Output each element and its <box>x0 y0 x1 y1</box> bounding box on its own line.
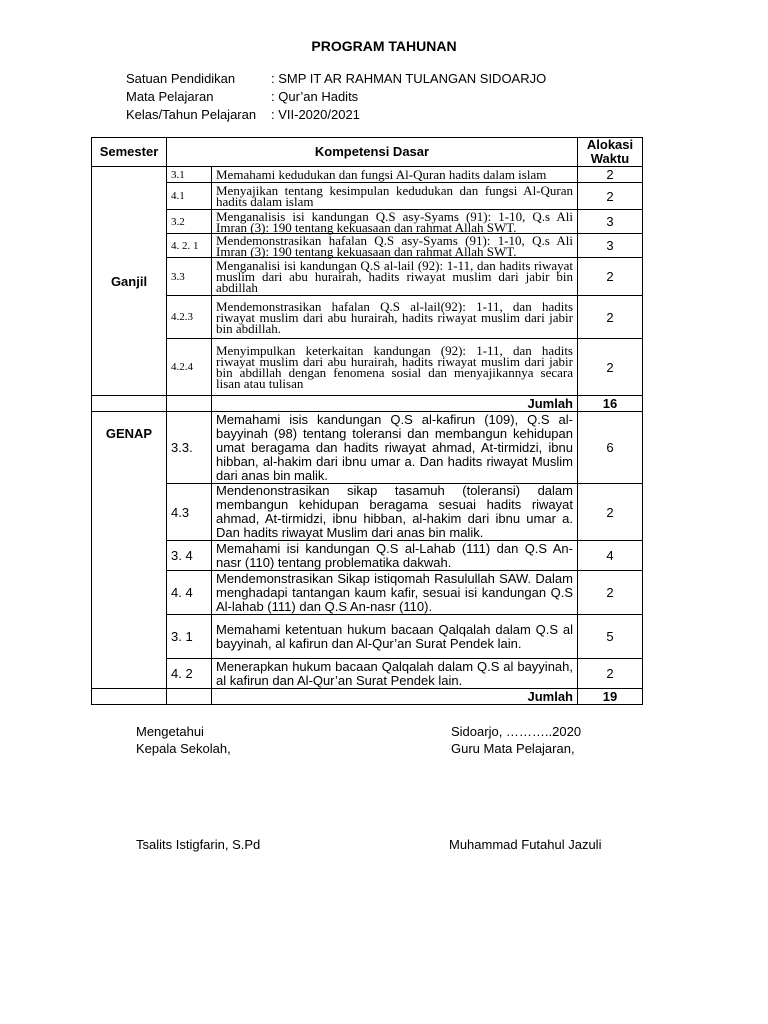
table-header-row <box>92 138 643 167</box>
table-row <box>92 258 643 296</box>
info-value: : Qur’an Hadits <box>271 89 359 104</box>
kd-number: 3.3 <box>167 258 212 296</box>
table-row <box>92 484 643 541</box>
kd-number: 3. 1 <box>167 615 212 659</box>
kd-text: Memahami ketentuan hukum bacaan Qalqalah dalam Q.S al bayyinah, al kafirun dan Al-Qur’an Surat Pendek lain. <box>212 615 578 659</box>
signature-left-name: Tsalits Istigfarin, S.Pd <box>136 837 261 852</box>
empty-cell <box>92 689 167 705</box>
kd-text: Memahami isis kandungan Q.S al-kafirun (109), Q.S al-bayyinah (98) tentang toleransi dan membangun kehidupan umat beragama dan hadits riwayat ahmad, At-tirmidzi, ibnu hibban, al-hakim dari ibnu umar a. Dan hadits riwayat Muslim dari anas bin malik. <box>212 412 578 484</box>
table-row <box>92 412 643 484</box>
info-value: : VII-2020/2021 <box>271 107 360 122</box>
signature-right-line1: Sidoarjo, ………..2020 <box>451 724 582 739</box>
jumlah-value: 16 <box>578 396 643 412</box>
kd-text: Menyajikan tentang kesimpulan kedudukan dan fungsi Al-Quran hadits dalam islam <box>212 183 578 210</box>
info-row-satuan <box>126 70 546 88</box>
table-row <box>92 234 643 258</box>
table-row <box>92 541 643 571</box>
jumlah-value: 19 <box>578 689 643 705</box>
signature-left-line1: Mengetahui <box>136 724 204 739</box>
kd-number: 4.1 <box>167 183 212 210</box>
alokasi-value: 3 <box>578 210 643 234</box>
kd-text: Menyimpulkan keterkaitan kandungan (92): 1-11, dan hadits riwayat muslim dari abu hurairah, hadits riwayat muslim dari jabir bin abdillah dengan fenomena sosial dan menyajikannya secara lisan atau tulisan <box>212 339 578 396</box>
header-alokasi: Alokasi Waktu <box>578 138 643 167</box>
kd-text: Menganalisis isi kandungan Q.S asy-Syams (91): 1-10, Q.s Ali Imran (3): 190 tentang kekuasaan dan rahmat Allah SWT. <box>212 210 578 234</box>
alokasi-value: 2 <box>578 258 643 296</box>
signature-right-name: Muhammad Futahul Jazuli <box>449 837 602 852</box>
table-row <box>92 571 643 615</box>
alokasi-value: 6 <box>578 412 643 484</box>
kd-number: 4.2.3 <box>167 296 212 339</box>
info-label: Satuan Pendidikan <box>126 71 236 86</box>
alokasi-value: 2 <box>578 183 643 210</box>
document-title: PROGRAM TAHUNAN <box>311 38 457 54</box>
alokasi-value: 2 <box>578 484 643 541</box>
kd-text: Memahami isi kandungan Q.S al-Lahab (111) dan Q.S An-nasr (110) tentang problematika dakwah. <box>212 541 578 571</box>
kd-text: Mendemonstrasikan Sikap istiqomah Rasulullah SAW. Dalam menghadapi tantangan kaum kafir, sesuai isi kandungan Q.S Al-lahab (111) dan Q.S An-nasr (110). <box>212 571 578 615</box>
kd-text: Mendemonstrasikan hafalan Q.S asy-Syams (91): 1-10, Q.s Ali Imran (3): 190 tentang kekuasaan dan rahmat Allah SWT. <box>212 234 578 258</box>
alokasi-value: 3 <box>578 234 643 258</box>
alokasi-value: 2 <box>578 339 643 396</box>
signature-left-line2: Kepala Sekolah, <box>136 741 231 756</box>
empty-cell <box>92 396 167 412</box>
alokasi-value: 2 <box>578 296 643 339</box>
empty-cell <box>167 689 212 705</box>
empty-cell <box>167 396 212 412</box>
jumlah-label: Jumlah <box>212 689 578 705</box>
semester-ganjil: Ganjil <box>92 167 167 396</box>
jumlah-row <box>92 396 643 412</box>
kd-number: 4. 2 <box>167 659 212 689</box>
alokasi-value: 2 <box>578 167 643 183</box>
kd-text: Menganalisi isi kandungan Q.S al-lail (92): 1-11, dan hadits riwayat muslim dari abu hurairah, hadits riwayat muslim dari jabir bin abdillah <box>212 258 578 296</box>
alokasi-value: 4 <box>578 541 643 571</box>
table-row <box>92 339 643 396</box>
program-table <box>91 137 643 705</box>
jumlah-label: Jumlah <box>212 396 578 412</box>
kd-number: 3.1 <box>167 167 212 183</box>
kd-text: Mendemonstrasikan hafalan Q.S al-lail(92): 1-11, dan hadits riwayat muslim dari abu hurairah, hadits riwayat muslim dari jabir bin abdillah. <box>212 296 578 339</box>
signature-right-line2: Guru Mata Pelajaran, <box>451 741 575 756</box>
table-row <box>92 659 643 689</box>
kd-number: 4. 2. 1 <box>167 234 212 258</box>
kd-number: 4.3 <box>167 484 212 541</box>
kd-text: Mendenonstrasikan sikap tasamuh (toleransi) dalam membangun kehidupan beragama sesuai hadits riwayat ahmad, At-tirmidzi, ibnu hibban, al-hakim dari ibnu umar a. Dan hadits riwayat Muslim dari anas bin malik. <box>212 484 578 541</box>
kd-number: 3. 4 <box>167 541 212 571</box>
alokasi-value: 5 <box>578 615 643 659</box>
kd-text: Menerapkan hukum bacaan Qalqalah dalam Q.S al bayyinah, al kafirun dan Al-Qur’an Surat Pendek lain. <box>212 659 578 689</box>
info-label: Kelas/Tahun Pelajaran <box>126 107 257 122</box>
kd-number: 4.2.4 <box>167 339 212 396</box>
header-semester: Semester <box>92 138 167 167</box>
table-row <box>92 615 643 659</box>
table-row <box>92 210 643 234</box>
signature-right-header <box>451 723 581 757</box>
identity-block <box>126 70 546 124</box>
info-row-kelas <box>126 106 546 124</box>
signature-left-header <box>136 723 231 757</box>
info-value: : SMP IT AR RAHMAN TULANGAN SIDOARJO <box>271 71 547 86</box>
table-row <box>92 167 643 183</box>
jumlah-row <box>92 689 643 705</box>
kd-number: 4. 4 <box>167 571 212 615</box>
kd-number: 3.3. <box>167 412 212 484</box>
kd-text: Memahami kedudukan dan fungsi Al-Quran hadits dalam islam <box>212 167 578 183</box>
info-label: Mata Pelajaran <box>126 89 214 104</box>
table-row <box>92 183 643 210</box>
info-row-mapel <box>126 88 546 106</box>
alokasi-value: 2 <box>578 571 643 615</box>
semester-genap: GENAP <box>92 412 167 689</box>
header-kompetensi: Kompetensi Dasar <box>167 138 578 167</box>
kd-number: 3.2 <box>167 210 212 234</box>
alokasi-value: 2 <box>578 659 643 689</box>
table-row <box>92 296 643 339</box>
